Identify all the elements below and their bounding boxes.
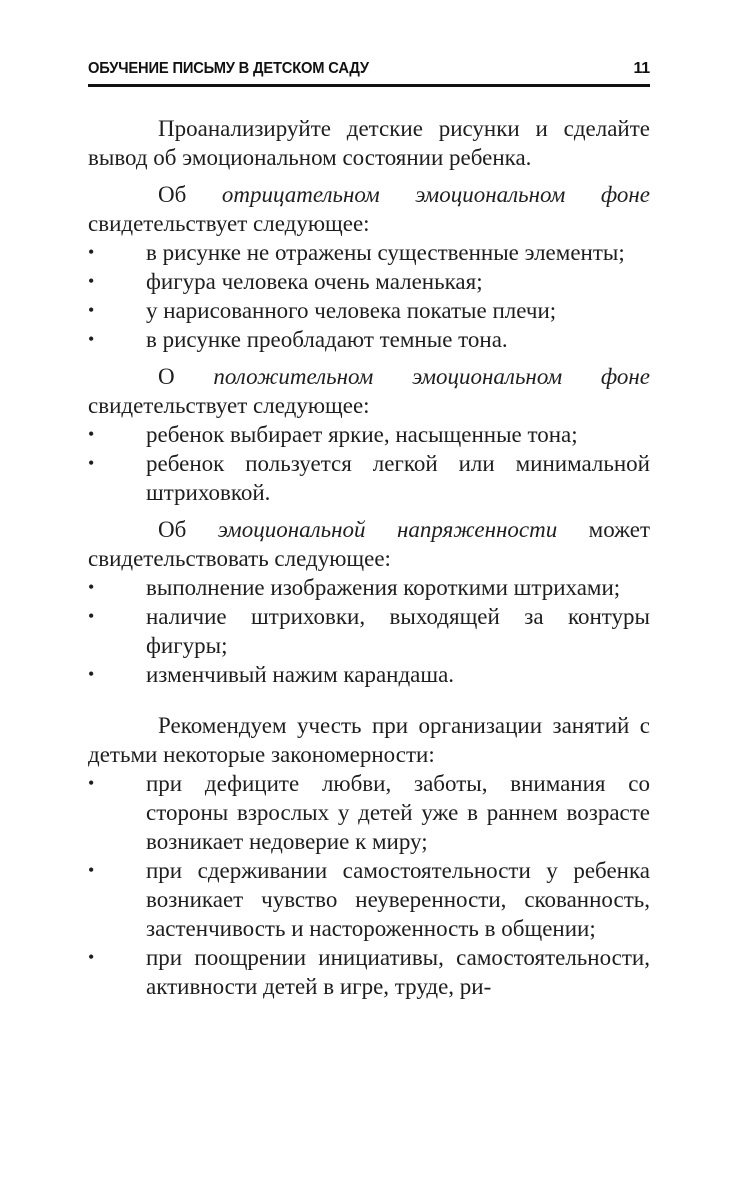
bullet-icon: • <box>88 424 95 444</box>
recommend-paragraph: Рекомендуем учесть при организации занятий с детьми некоторые закономерности: <box>88 713 650 767</box>
list-item: • в рисунке преобладают темные тона. <box>88 327 508 352</box>
list-item: • при дефиците любви, заботы, внимания со стороны взрослых у детей уже в раннем возрасте возникает недоверие к миру; <box>88 771 650 854</box>
bullet-icon: • <box>88 577 95 597</box>
negative-emphasis: отрицательном эмоциональном фоне <box>221 182 650 207</box>
list-item: • при сдерживании самостоятельности у ребенка возникает чувство неуверенности, скованность, застенчивость и настороженность в общении; <box>88 858 650 941</box>
tension-list <box>88 573 650 689</box>
page-number: 11 <box>633 60 650 77</box>
list-item: • у нарисованного человека покатые плечи; <box>88 298 557 323</box>
list-item: • при поощрении инициативы, самостоятельности, активности детей в игре, труде, ри- <box>88 945 650 999</box>
header-rule <box>88 84 650 87</box>
bullet-icon: • <box>88 329 95 349</box>
running-title: ОБУЧЕНИЕ ПИСЬМУ В ДЕТСКОМ САДУ <box>88 60 369 77</box>
list-item: • выполнение изображения короткими штрихами; <box>88 575 621 600</box>
list-item: • фигура человека очень маленькая; <box>88 269 483 294</box>
bullet-icon: • <box>88 606 95 626</box>
positive-emphasis: положительном эмоциональном фоне <box>213 364 650 389</box>
negative-list <box>88 238 650 354</box>
tension-emphasis: эмоциональной напряженности <box>217 517 558 542</box>
intro-paragraph: Проанализируйте детские рисунки и сделайте вывод об эмоциональном состоянии ребенка. <box>88 116 650 170</box>
positive-paragraph: О положительном эмоциональном фоне свидетельствует следующее: <box>88 364 650 418</box>
list-item: • наличие штриховки, выходящей за контуры фигуры; <box>88 604 650 658</box>
page-body <box>88 114 650 1001</box>
negative-paragraph: Об отрицательном эмоциональном фоне свидетельствует следующее: <box>88 182 650 236</box>
positive-list <box>88 420 650 507</box>
list-item: • изменчивый нажим карандаша. <box>88 662 455 687</box>
bullet-icon: • <box>88 242 95 262</box>
list-item: • ребенок выбирает яркие, насыщенные тона; <box>88 422 578 447</box>
bullet-icon: • <box>88 773 95 793</box>
running-header <box>88 58 650 84</box>
tension-paragraph: Об эмоциональной напряженности может свидетельствовать следующее: <box>88 517 650 571</box>
bullet-icon: • <box>88 860 95 880</box>
bullet-icon: • <box>88 664 95 684</box>
bullet-icon: • <box>88 300 95 320</box>
bullet-icon: • <box>88 271 95 291</box>
list-item: • в рисунке не отражены существенные элементы; <box>88 240 625 265</box>
bullet-icon: • <box>88 453 95 473</box>
recommend-list <box>88 769 650 1001</box>
list-item: • ребенок пользуется легкой или минимальной штриховкой. <box>88 451 650 505</box>
bullet-icon: • <box>88 947 95 967</box>
